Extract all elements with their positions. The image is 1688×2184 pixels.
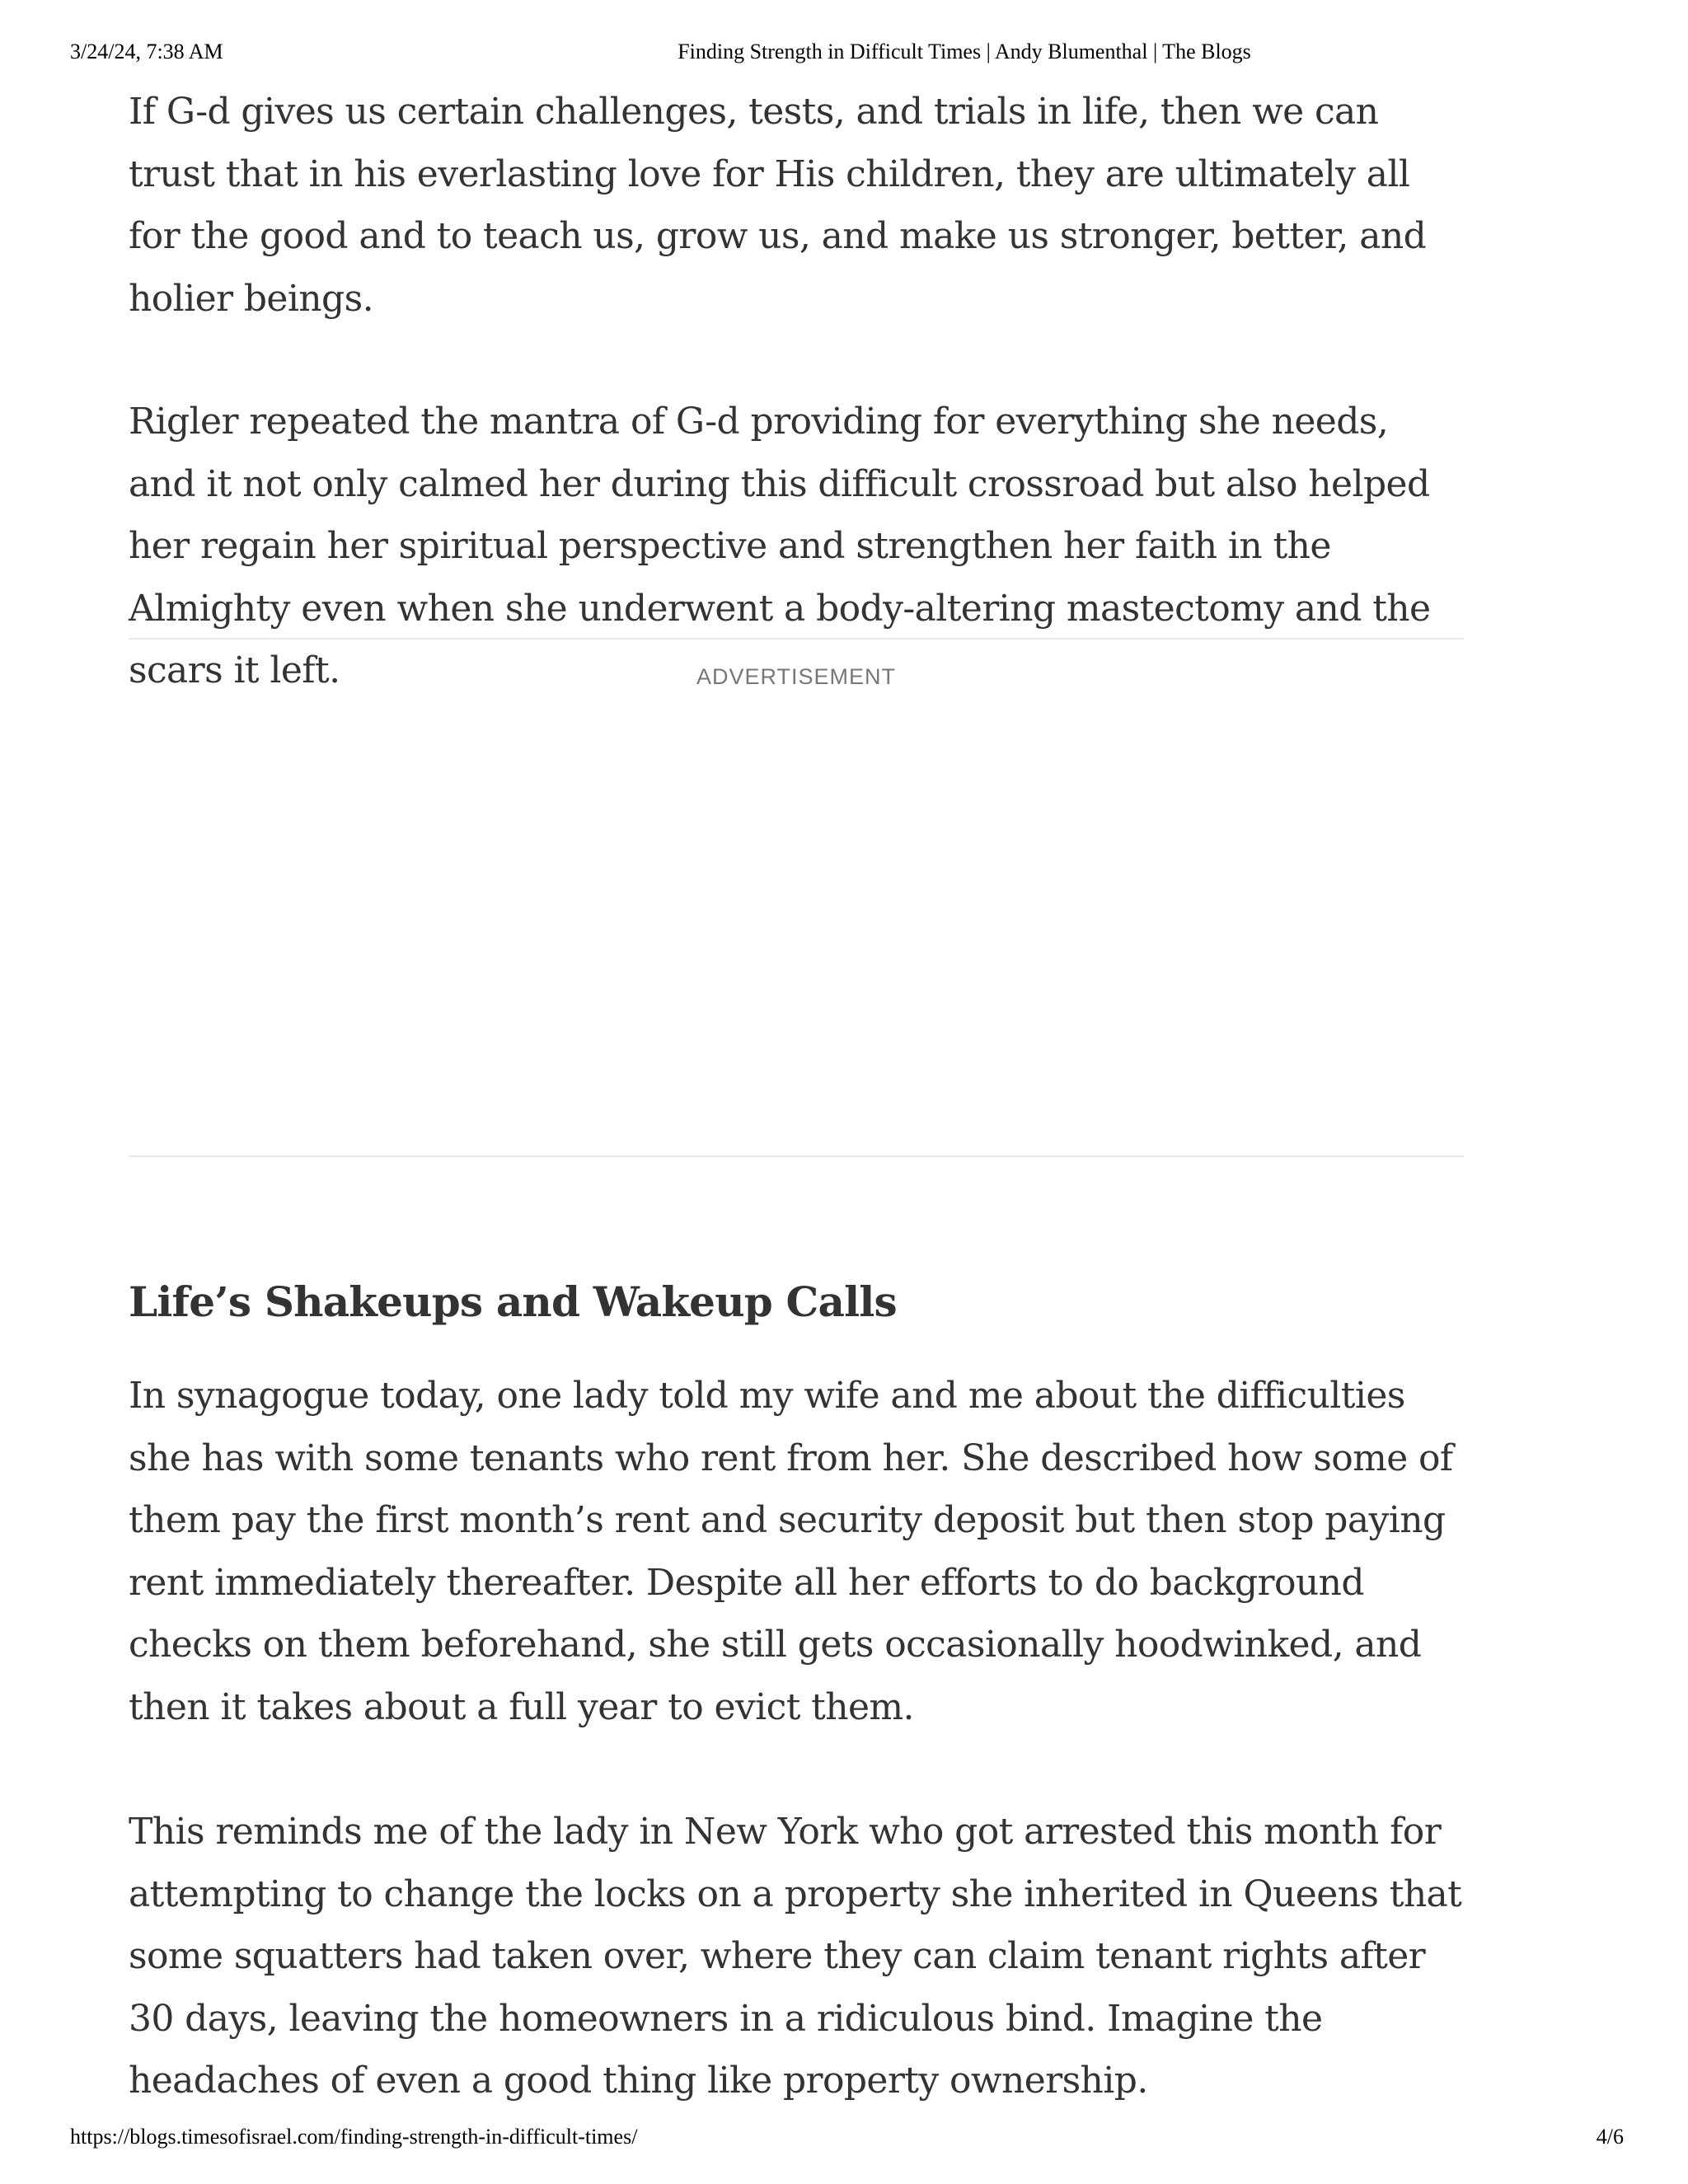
advertisement-slot bbox=[129, 638, 1464, 1157]
advertisement-label: ADVERTISEMENT bbox=[696, 664, 897, 689]
article-section bbox=[129, 1268, 1464, 2112]
article-paragraph: In synagogue today, one lady told my wife and me about the difficulties she has with some tenants who rent from her. She described how some of them pay the first month’s rent and security deposit but then stop paying rent immediately thereafter. Despite all her efforts to do background checks on them beforehand, she still gets occasionally hoodwinked, and then it takes about a full year to evict them. bbox=[129, 1375, 1453, 1728]
print-footer bbox=[0, 2125, 1688, 2154]
print-page-title: Finding Strength in Difficult Times | Andy Blumenthal | The Blogs bbox=[678, 40, 1251, 63]
page-number: 4/6 bbox=[1596, 2125, 1624, 2149]
article-body bbox=[129, 81, 1464, 702]
article-paragraph: This reminds me of the lady in New York who got arrested this month for attempting to change the locks on a property she inherited in Queens that some squatters had taken over, where they can claim tenant rights after 30 days, leaving the homeowners in a ridiculous bind. Imagine the headaches of even a good thing like property ownership. bbox=[129, 1811, 1462, 2102]
article-paragraph: Rigler repeated the mantra of G-d providing for everything she needs, and it not only calmed her during this difficult crossroad but also helped her regain her spiritual perspective and strengthen her faith in the Almighty even when she underwent a body-altering mastectomy and the scars it left. bbox=[129, 401, 1431, 691]
print-url: https://blogs.timesofisrael.com/finding-strength-in-difficult-times/ bbox=[70, 2125, 638, 2149]
print-header bbox=[0, 40, 1688, 69]
article-paragraph: If G-d gives us certain challenges, tests, and trials in life, then we can trust that in his everlasting love for His children, they are ultimately all for the good and to teach us, grow us, and make us stronger, better, and holier beings. bbox=[129, 91, 1427, 320]
section-heading: Life’s Shakeups and Wakeup Calls bbox=[129, 1277, 897, 1326]
print-date: 3/24/24, 7:38 AM bbox=[70, 40, 223, 63]
